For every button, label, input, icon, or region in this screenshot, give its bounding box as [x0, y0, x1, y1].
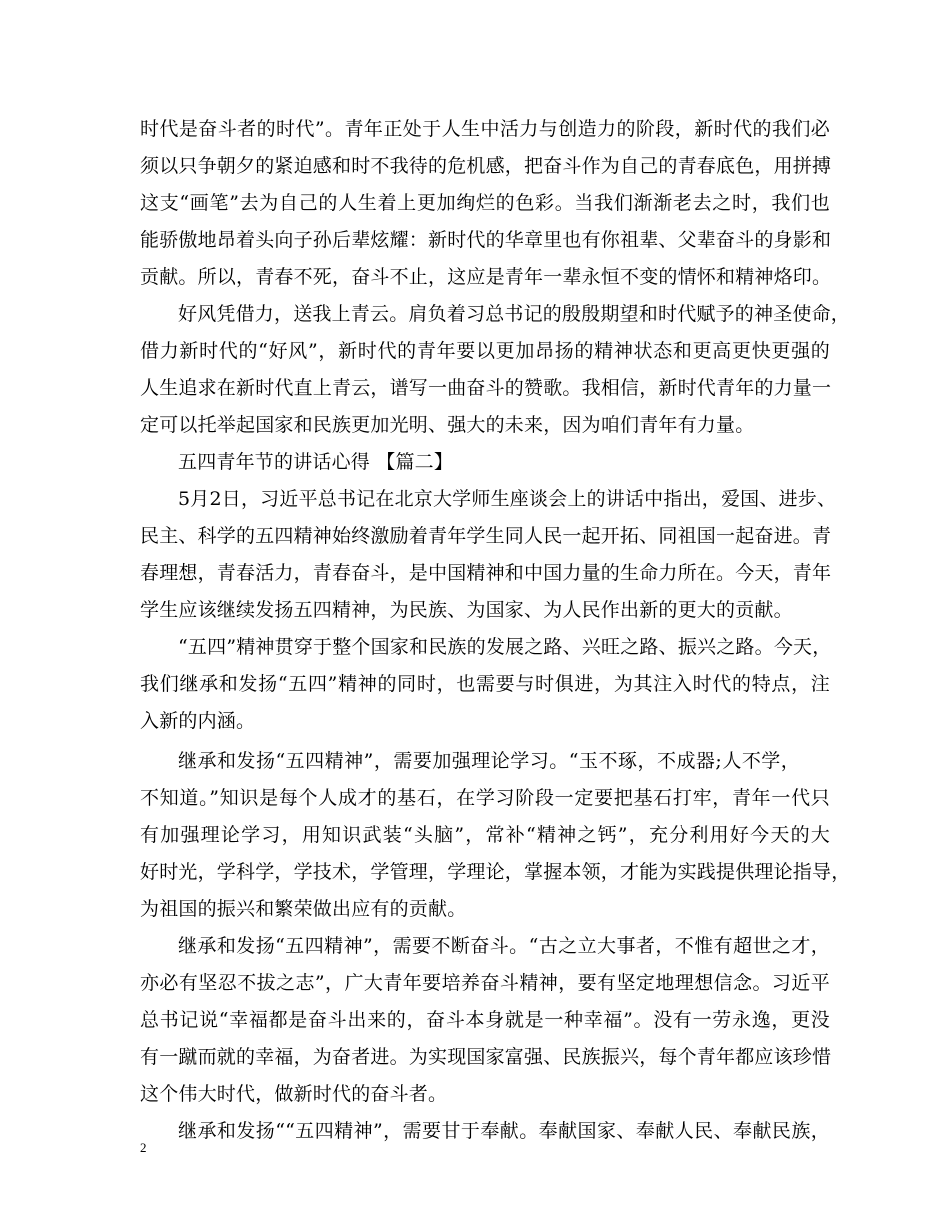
text-line: 有加强理论学习，用知识武装“头脑”，常补“精神之钙”，充分利用好今天的大 — [140, 824, 830, 846]
paragraph-first-line: 继承和发扬“五四精神”，需要不断奋斗。“古之立大事者，不惟有超世之才， — [178, 935, 830, 957]
page-number: 2 — [140, 1140, 147, 1155]
paragraph-first-line: 5月2日，习近平总书记在北京大学师生座谈会上的讲话中指出，爱国、进步、 — [178, 488, 837, 510]
text-line: 民主、科学的五四精神始终激励着青年学生同人民一起开拓、同祖国一起奋进。青 — [140, 525, 832, 547]
text-line: 春理想，青春活力，青春奋斗，是中国精神和中国力量的生命力所在。今天，青年 — [140, 562, 832, 584]
text-line: 学生应该继续发扬五四精神，为民族、为国家、为人民作出新的更大的贡献。 — [140, 599, 793, 621]
text-line: 为祖国的振兴和繁荣做出应有的贡献。 — [140, 898, 467, 920]
text-line: 这个伟大时代，做新时代的奋斗者。 — [140, 1083, 448, 1105]
text-line: 借力新时代的“好风”，新时代的青年要以更加昂扬的精神状态和更高更快更强的 — [140, 340, 830, 362]
text-line: 这支“画笔”去为自己的人生着上更加绚烂的色彩。当我们渐渐老去之时，我们也 — [140, 192, 830, 214]
text-line: 有一蹴而就的幸福，为奋者进。为实现国家富强、民族振兴，每个青年都应该珍惜 — [140, 1046, 832, 1068]
text-line: 不知道。”知识是每个人成才的基石，在学习阶段一定要把基石打牢，青年一代只 — [140, 787, 830, 809]
text-line: 总书记说“幸福都是奋斗出来的，奋斗本身就是一种幸福”。没有一劳永逸，更没 — [140, 1009, 830, 1031]
text-line: 入新的内涵。 — [140, 710, 256, 732]
section-heading: 五四青年节的讲话心得 【篇二】 — [178, 451, 454, 473]
text-line: 贡献。所以，青春不死，奋斗不止，这应是青年一辈永恒不变的情怀和精神烙印。 — [140, 266, 832, 288]
text-line: 须以只争朝夕的紧迫感和时不我待的危机感，把奋斗作为自己的青春底色，用拼搏 — [140, 155, 832, 177]
text-line: 定可以托举起国家和民族更加光明、强大的未来，因为咱们青年有力量。 — [140, 414, 755, 436]
text-line: 亦必有坚忍不拔之志”，广大青年要培养奋斗精神，要有坚定地理想信念。习近平 — [140, 972, 830, 994]
paragraph-first-line: “五四”精神贯穿于整个国家和民族的发展之路、兴旺之路、振兴之路。今天， — [178, 636, 832, 658]
text-line: 我们继承和发扬“五四”精神的同时，也需要与时俱进，为其注入时代的特点，注 — [140, 673, 830, 695]
text-line: 好时光，学科学，学技术，学管理，学理论，掌握本领，才能为实践提供理论指导， — [140, 861, 851, 883]
text-line: 人生追求在新时代直上青云，谱写一曲奋斗的赞歌。我相信，新时代青年的力量一 — [140, 377, 832, 399]
paragraph-first-line: 继承和发扬“五四精神”，需要加强理论学习。“玉不琢，不成器;人不学， — [178, 750, 800, 772]
text-line: 时代是奋斗者的时代”。青年正处于人生中活力与创造力的阶段，新时代的我们必 — [140, 118, 830, 140]
paragraph-first-line: 继承和发扬““五四精神”，需要甘于奉献。奉献国家、奉献人民、奉献民族， — [178, 1120, 830, 1142]
text-line: 能骄傲地昂着头向子孙后辈炫耀：新时代的华章里也有你祖辈、父辈奋斗的身影和 — [140, 229, 832, 251]
paragraph-first-line: 好风凭借力，送我上青云。肩负着习总书记的殷殷期望和时代赋予的神圣使命， — [178, 303, 851, 325]
